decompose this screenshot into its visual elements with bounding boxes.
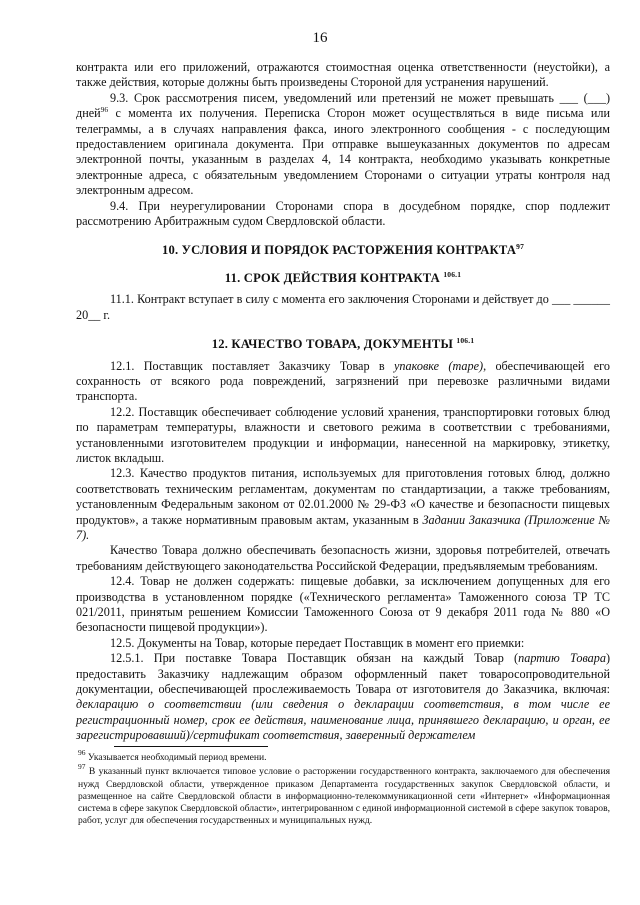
text: 12.2. Поставщик обеспечивает соблюдение условий хранения, транспортировки готовых блюд по параметрам температуры, влажности и светового режима в соответствии с требованиями, установленными изготовителем продукции и информации, нанесенной на маркировку, этикетку, листок вкладыш. xyxy=(76,404,610,465)
text: 12.4. Товар не должен содержать: пищевые добавки, за исключением допущенных для его производства в установленном порядке («Технического регламента» Таможенного союза ТР ТС 021/2011, принятым решением Комиссии Таможенного Союза от 9 декабря 2011 года № 880 «О безопасности пищевой продукции»). xyxy=(76,574,610,635)
page-number: 16 xyxy=(312,30,328,46)
heading-text: 11. СРОК ДЕЙСТВИЯ КОНТРАКТА xyxy=(224,270,444,285)
paragraph-continuation xyxy=(76,60,610,91)
footnote-ref-106-1: 106.1 xyxy=(443,269,462,279)
text: 9.3. Срок рассмотрения писем, уведомлений или претензий не может превышать ___ (___) дней xyxy=(76,90,610,121)
footnote-text: Указывается необходимый период времени. xyxy=(85,752,267,763)
paragraph-12-5 xyxy=(76,636,610,651)
paragraph-quality xyxy=(76,543,610,574)
text: 9.4. При неурегулировании Сторонами спора в досудебном порядке, спор подлежит рассмотрению Арбитражным судом Свердловской области. xyxy=(76,198,610,229)
text: , обеспечивающей его сохранность от всякого рода повреждений, загрязнений при перевозке различными видами транспорта. xyxy=(76,358,610,404)
heading-text: 10. УСЛОВИЯ И ПОРЯДОК РАСТОРЖЕНИЯ КОНТРАКТА xyxy=(161,243,517,258)
footnotes xyxy=(78,748,610,828)
paragraph-12-4 xyxy=(76,574,610,636)
text: с момента их получения. Переписка Сторон может осуществляться в виде письма или телеграммы, а в случаях направления факса, иного электронного сообщения - с последующим предоставлением оригинала документа. При отправке вышеуказанных документов по адресам электронной почты, указанным в разделах 4, 14 контракта, необходимо указывать конкретные электронные адреса, с обязательным уведомлением Сторонами о ситуации утраты контроля над электронным адресом. xyxy=(76,106,610,198)
text: 12.5.1. При поставке Товара Поставщик обязан на каждый Товар ( xyxy=(110,651,519,666)
italic-text: Задании Заказчика (Приложение № 7). xyxy=(76,512,610,542)
footnote-97 xyxy=(78,762,610,827)
text: 12.5. Документы на Товар, которые передает Поставщик в момент его приемки: xyxy=(110,635,525,650)
section-heading-10 xyxy=(76,243,610,258)
footnote-text: В указанный пункт включается типовое условие о расторжении государственного контракта, заключаемого для обеспечения нужд Свердловской области, утвержденное приказом Департамента государственных закупок Свердловской области, и размещенное на сайте Свердловской области в информационно-телекоммуникационной сети «Интернет» «Информационная система в сфере закупок Свердловской области», интегрированном с единой информационной системой в сфере закупок товаров, работ, услуг для обеспечения государственных и муниципальных нужд. xyxy=(78,766,610,827)
text: Качество Товара должно обеспечивать безопасность жизни, здоровья потребителей, отвечать требованиям действующего законодательства Российской Федерации, предъявляемым требованиям. xyxy=(76,543,610,573)
text: 12.3. Качество продуктов питания, используемых для приготовления готовых блюд, должно соответствовать техническим регламентам, документам по стандартизации, а также требованиям, установленным Федеральным законом от 02.01.2000 № 29-ФЗ «О качестве и безопасности пищевых продуктов», а также нормативным правовым актам, указанным в xyxy=(76,466,610,527)
section-heading-12 xyxy=(76,337,610,352)
footnote-96 xyxy=(78,748,610,764)
paragraph-12-5-1 xyxy=(76,651,610,743)
italic-text: декларацию о соответствии (или сведения о декларации соответствия, в том числе ее регистрационный номер, срок ее действия, наименование лица, принявшего декларацию, и орган, ее зарегистрировавший)/сертификат соответствия, заверенный держателем xyxy=(76,697,610,743)
paragraph-12-1 xyxy=(76,359,610,405)
section-heading-11 xyxy=(76,271,610,286)
heading-text: 12. КАЧЕСТВО ТОВАРА, ДОКУМЕНТЫ xyxy=(211,337,457,352)
italic-text: упаковке (таре) xyxy=(394,358,484,373)
paragraph-9-4 xyxy=(76,199,610,230)
paragraph-12-2 xyxy=(76,405,610,467)
footnote-ref-106-1: 106.1 xyxy=(456,336,475,346)
footnote-number: 97 xyxy=(78,762,86,772)
document-body xyxy=(76,60,610,744)
footnote-ref-97: 97 xyxy=(516,242,525,252)
footnote-separator xyxy=(114,746,268,747)
text: 11.1. Контракт вступает в силу с момента его заключения Сторонами и действует до ___ ______ 20__ г. xyxy=(76,292,610,322)
footnote-number: 96 xyxy=(78,748,86,757)
paragraph-11-1 xyxy=(76,292,610,323)
italic-text: партию Товара xyxy=(518,651,606,666)
paragraph-9-3 xyxy=(76,91,610,199)
footnote-ref-96: 96 xyxy=(100,105,109,115)
text: контракта или его приложений, отражаются стоимостная оценка ответственности (неустойки), а также действия, которые должны быть произведены Стороной для устранения нарушений. xyxy=(76,60,610,90)
paragraph-12-3 xyxy=(76,466,610,543)
text: ) предоставить Заказчику надлежащим образом оформленный пакет товаросопроводительной документации, обеспечивающей прослеживаемость Товара от изготовителя до Заказчика, включая: xyxy=(76,651,610,697)
text: 12.1. Поставщик поставляет Заказчику Товар в xyxy=(110,358,395,373)
